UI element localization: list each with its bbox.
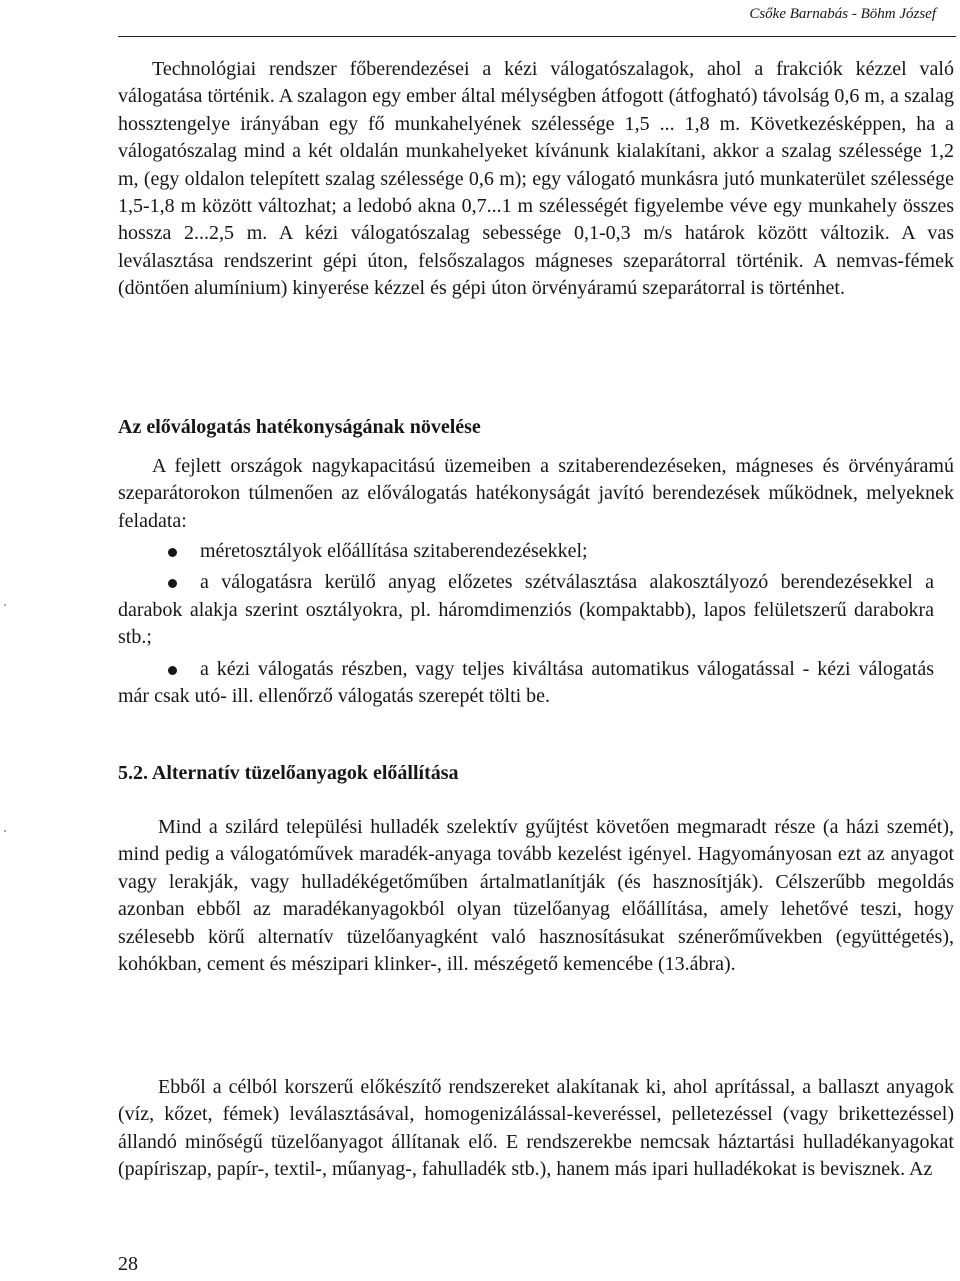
- header-rule: [118, 36, 956, 37]
- list-item: [118, 569, 934, 651]
- list-item: [118, 656, 934, 711]
- scan-speck: [4, 830, 6, 832]
- running-head: Csőke Barnabás - Böhm József: [749, 6, 936, 22]
- section-heading-alternative-fuels: 5.2. Alternatív tüzelőanyagok előállítása: [118, 762, 459, 784]
- list-item-text: méretosztályok előállítása szitaberendezésekkel;: [200, 540, 588, 562]
- paragraph-presorting-intro: A fejlett országok nagykapacitású üzemeiben a szitaberendezéseken, mágneses és örvényáramú szeparátorokon túlmenően az előválogatás hatékonyságát javító berendezések működnek, melyeknek feladata:: [118, 455, 954, 532]
- paragraph-sorting-belt: Technológiai rendszer főberendezései a kézi válogatószalagok, ahol a frakciók kézzel való válogatása történik. A szalagon egy ember által mélységben átfogott (átfogható) távolság 0,6 m, a szalag hossztengelye irányában egy fő munkahelyének szélessége 1,5 ... 1,8 m. Következésképpen, ha a válogatószalag mind a két oldalán munkahelyeket kívánunk kialakítani, akkor a szalag szélessége 1,2 m, (egy oldalon telepített szalag szélessége 0,6 m); egy válogató munkásra jutó munkaterület szélessége 1,5-1,8 m között változhat; a ledobó akna 0,7...1 m szélességét figyelembe véve egy munkahely összes hossza 2...2,5 m. A kézi válogatószalag sebessége 0,1-0,3 m/s határok között változik. A vas leválasztása rendszerint gépi úton, felsőszalagos mágneses szeparátorral történik. A nemvas-fémek (döntően alumínium) kinyerése kézzel és gépi úton örvényáramú szeparátorral is történhet.: [118, 58, 954, 300]
- scan-speck: [4, 604, 6, 606]
- list-item: [118, 538, 934, 565]
- bullet-icon: [168, 666, 177, 675]
- paragraph-preparation-systems: Ebből a célból korszerű előkészítő rendszereket alakítanak ki, ahol aprítással, a ballaszt anyagok (víz, kőzet, fémek) leválasztásával, homogenizálással-keveréssel, pelletezéssel (vagy brikettezéssel) állandó minőségű tüzelőanyagot állítanak elő. E rendszerekbe nemcsak háztartási hulladékanyagokat (papíriszap, papír-, textil-, műanyag-, fahulladék stb.), hanem más ipari hulladékokat is bevisznek. Az: [118, 1076, 954, 1181]
- bullet-icon: [168, 548, 177, 557]
- paragraph-alternative-fuels: Mind a szilárd települési hulladék szelektív gyűjtést követően megmaradt része (a házi szemét), mind pedig a válogatóművek maradék-anyaga tovább kezelést igényel. Hagyományosan ezt az anyagot vagy lerakják, vagy hulladékégetőműben ártalmatlanítják (és hasznosítják). Célszerűbb megoldás azonban ebből az maradékanyagokból olyan tüzelőanyag előállítása, amely lehetővé teszi, hogy szélesebb körű alternatív tüzelőanyagként való hasznosításukat szénerőművekben (együttégetés), kohókban, cement és mészipari klinker-, ill. mészégető kemencébe (13.ábra).: [118, 816, 954, 976]
- list-item-text: a válogatásra kerülő anyag előzetes szétválasztása alakosztályozó berendezésekkel a darabok alakja szerint osztályokra, pl. háromdimenziós (kompaktabb), lapos felületszerű darabokra stb.;: [118, 571, 934, 649]
- list-item-text: a kézi válogatás részben, vagy teljes kiváltása automatikus válogatással - kézi válogatás már csak utó- ill. ellenőrző válogatás szerepét tölti be.: [118, 657, 934, 708]
- page-number: 28: [118, 1253, 138, 1275]
- section-heading-presorting: Az előválogatás hatékonyságának növelése: [118, 416, 481, 438]
- presorting-task-list: [118, 538, 934, 710]
